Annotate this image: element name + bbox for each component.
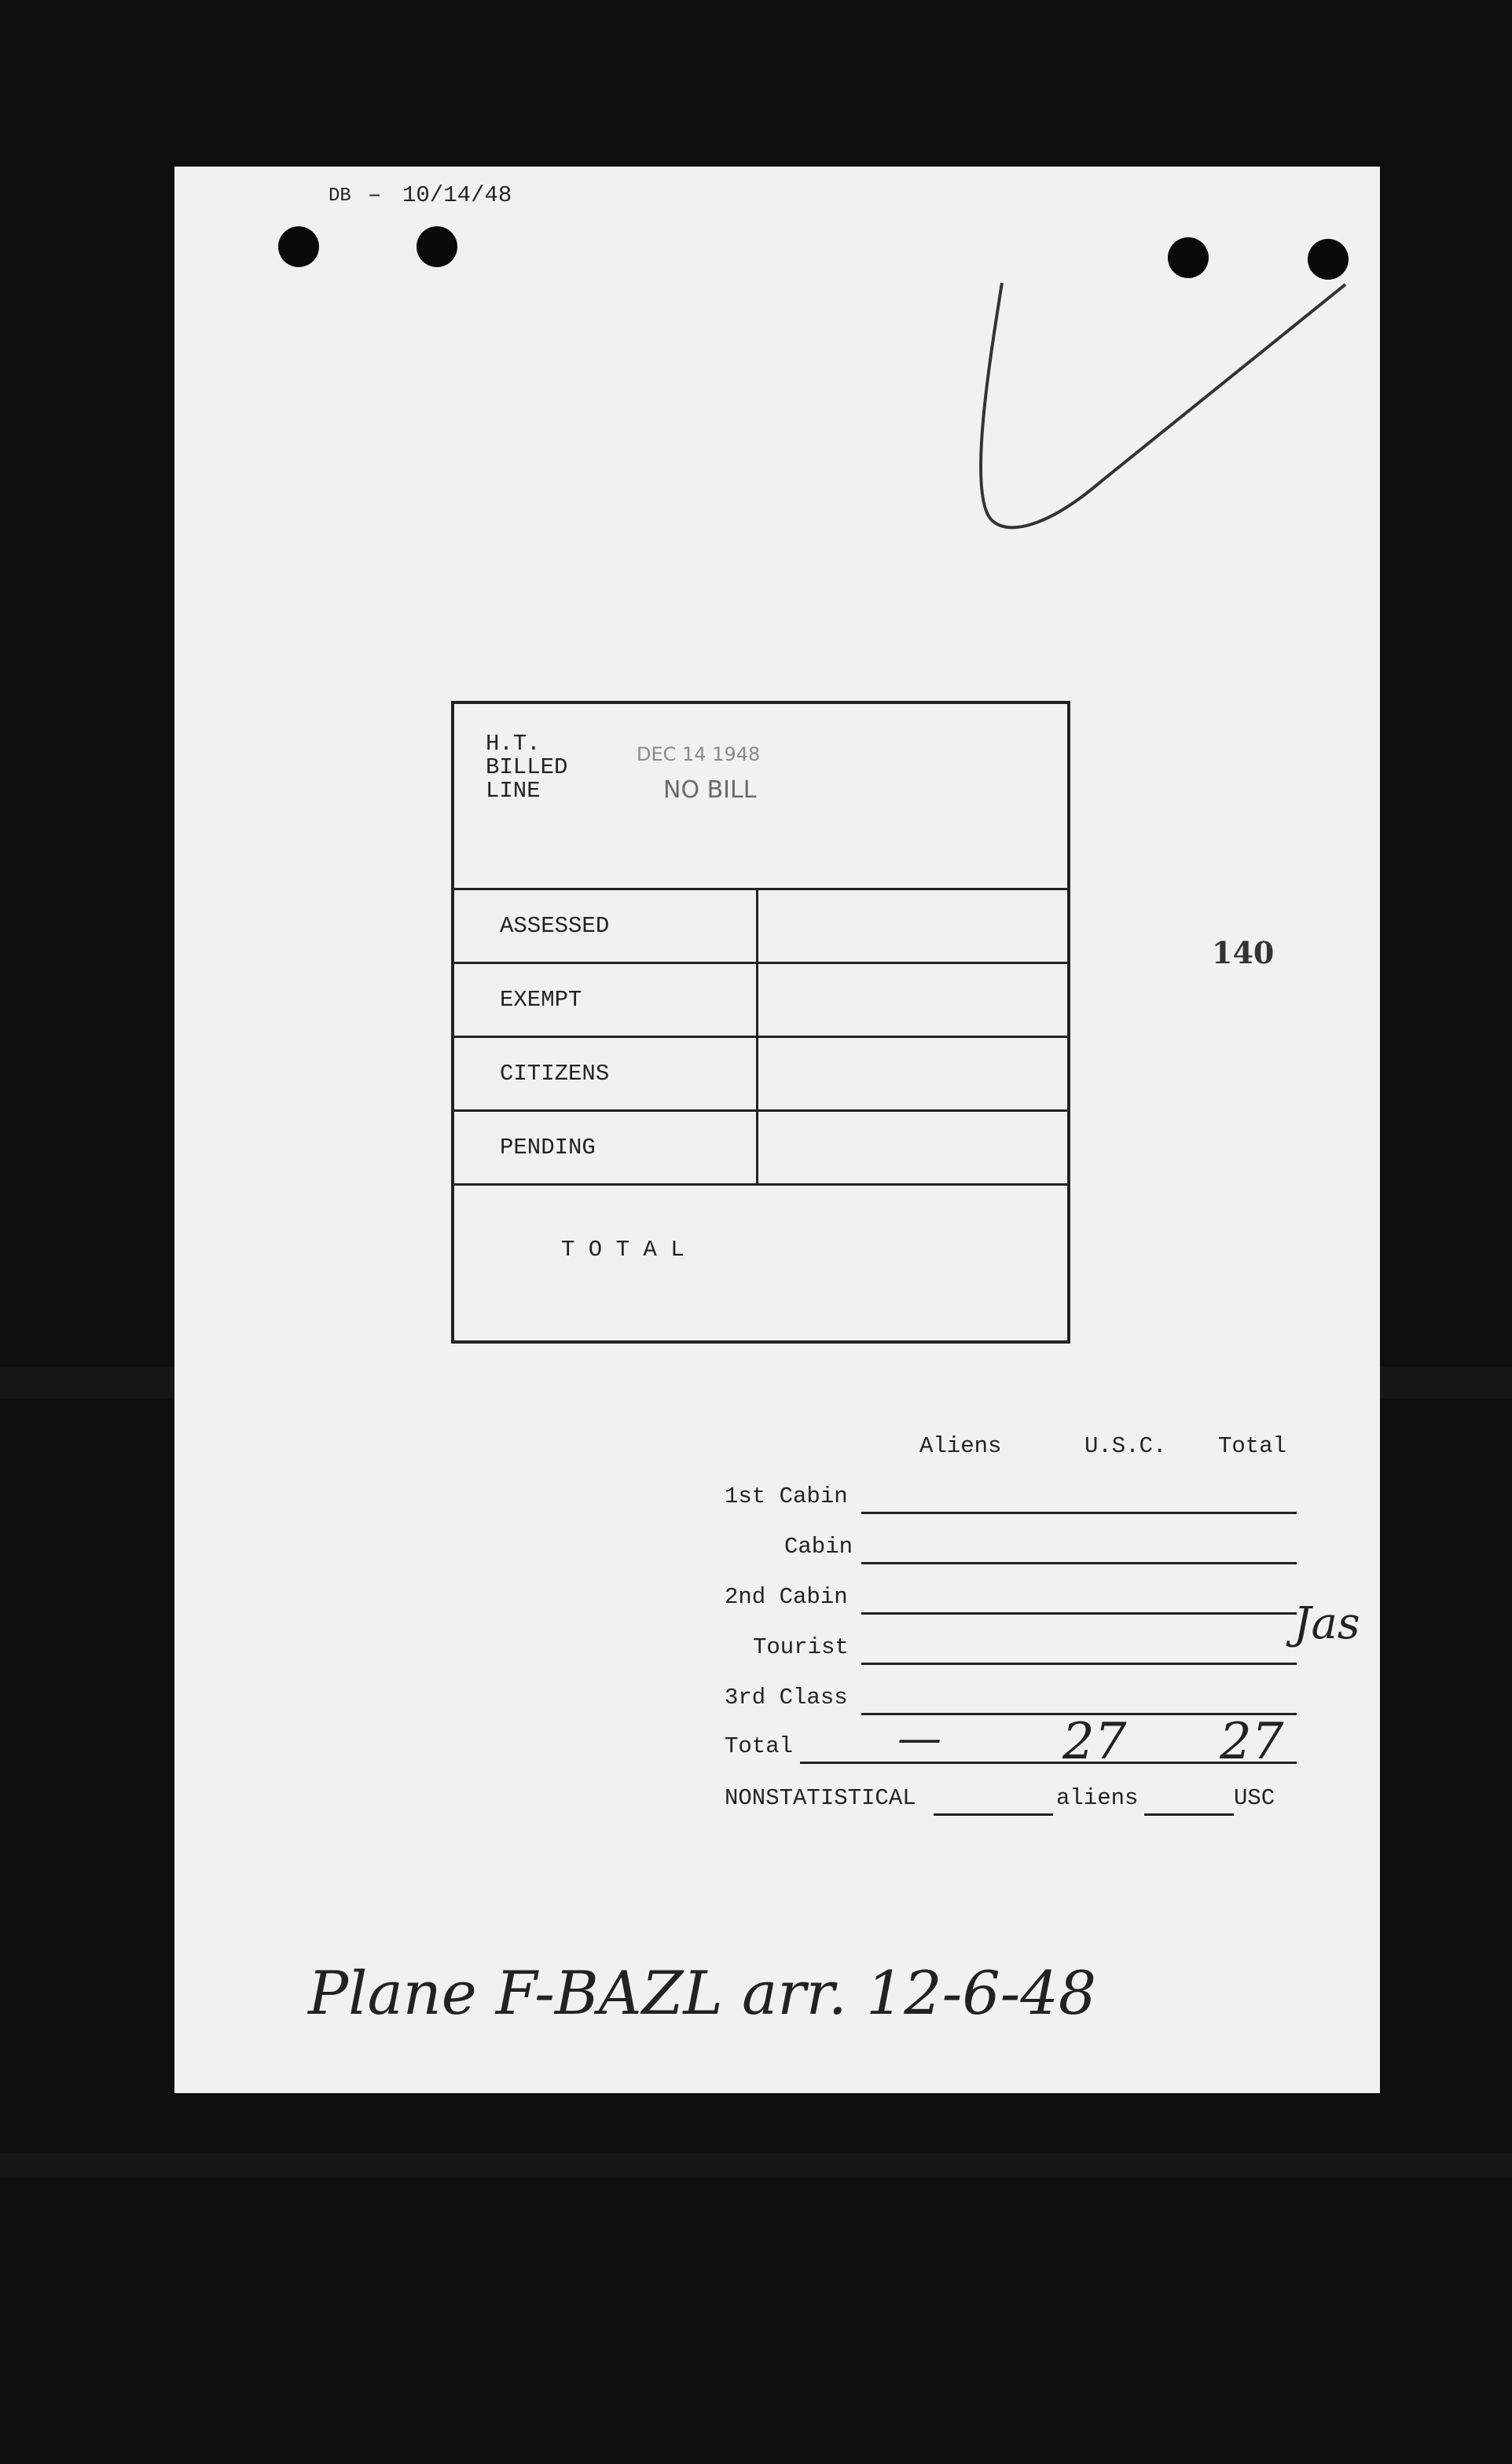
row-label-citizens: CITIZENS bbox=[500, 1061, 610, 1087]
col-header-usc: U.S.C. bbox=[1084, 1433, 1167, 1459]
row-label-1st-cabin: 1st Cabin bbox=[725, 1483, 848, 1509]
box-divider bbox=[454, 1183, 1067, 1186]
row-line bbox=[861, 1512, 1297, 1514]
stamp-no-bill: NO BILL bbox=[663, 776, 757, 804]
col-header-aliens: Aliens bbox=[919, 1433, 1002, 1459]
row-label-assessed: ASSESSED bbox=[500, 913, 610, 939]
handwritten-note: Plane F-BAZL arr. 12-6-48 bbox=[308, 1958, 1097, 2028]
box-border-left bbox=[451, 701, 454, 1344]
header-date: 10/14/48 bbox=[402, 182, 512, 208]
box-label-line: LINE bbox=[486, 778, 541, 804]
row-label-2nd-cabin: 2nd Cabin bbox=[725, 1584, 848, 1610]
total-total-value: 27 bbox=[1220, 1713, 1284, 1771]
box-border-bottom bbox=[454, 1340, 1070, 1344]
page-number: 140 bbox=[1212, 935, 1275, 970]
row-label-3rd-class: 3rd Class bbox=[725, 1685, 848, 1710]
initials: Jas bbox=[1294, 1598, 1360, 1649]
total-aliens-value: — bbox=[897, 1713, 941, 1764]
box-divider bbox=[454, 888, 1067, 890]
box-label-ht: H.T. bbox=[486, 731, 541, 757]
scan-band bbox=[0, 2153, 1512, 2176]
box-border-top bbox=[451, 701, 1070, 704]
stamp-date: DEC 14 1948 bbox=[637, 743, 761, 765]
nonstat-line bbox=[1144, 1813, 1234, 1816]
row-line bbox=[861, 1612, 1297, 1615]
checkmark-icon bbox=[174, 167, 1380, 717]
total-row-label: Total bbox=[725, 1733, 794, 1759]
box-divider bbox=[454, 1036, 1067, 1038]
row-label-tourist: Tourist bbox=[753, 1634, 849, 1660]
box-total-label: T O T A L bbox=[561, 1237, 684, 1263]
row-label-cabin: Cabin bbox=[784, 1534, 853, 1560]
box-label-billed: BILLED bbox=[486, 754, 568, 780]
row-line bbox=[861, 1562, 1297, 1564]
box-border-right bbox=[1067, 701, 1070, 1344]
box-divider bbox=[454, 962, 1067, 964]
total-usc-value: 27 bbox=[1062, 1713, 1127, 1771]
nonstat-line bbox=[934, 1813, 1053, 1816]
header-dash: – bbox=[368, 182, 382, 208]
billing-box bbox=[451, 701, 1073, 1345]
nonstat-label: NONSTATISTICAL bbox=[725, 1785, 916, 1811]
box-divider bbox=[454, 1109, 1067, 1112]
header-code: DB bbox=[328, 185, 351, 207]
row-label-exempt: EXEMPT bbox=[500, 987, 582, 1013]
nonstat-aliens-label: aliens bbox=[1056, 1785, 1139, 1811]
nonstat-usc-label: USC bbox=[1234, 1785, 1275, 1811]
document-page bbox=[174, 167, 1380, 2093]
row-label-pending: PENDING bbox=[500, 1135, 596, 1160]
box-column-divider bbox=[756, 888, 758, 1185]
col-header-total: Total bbox=[1218, 1433, 1287, 1459]
row-line bbox=[861, 1663, 1297, 1665]
